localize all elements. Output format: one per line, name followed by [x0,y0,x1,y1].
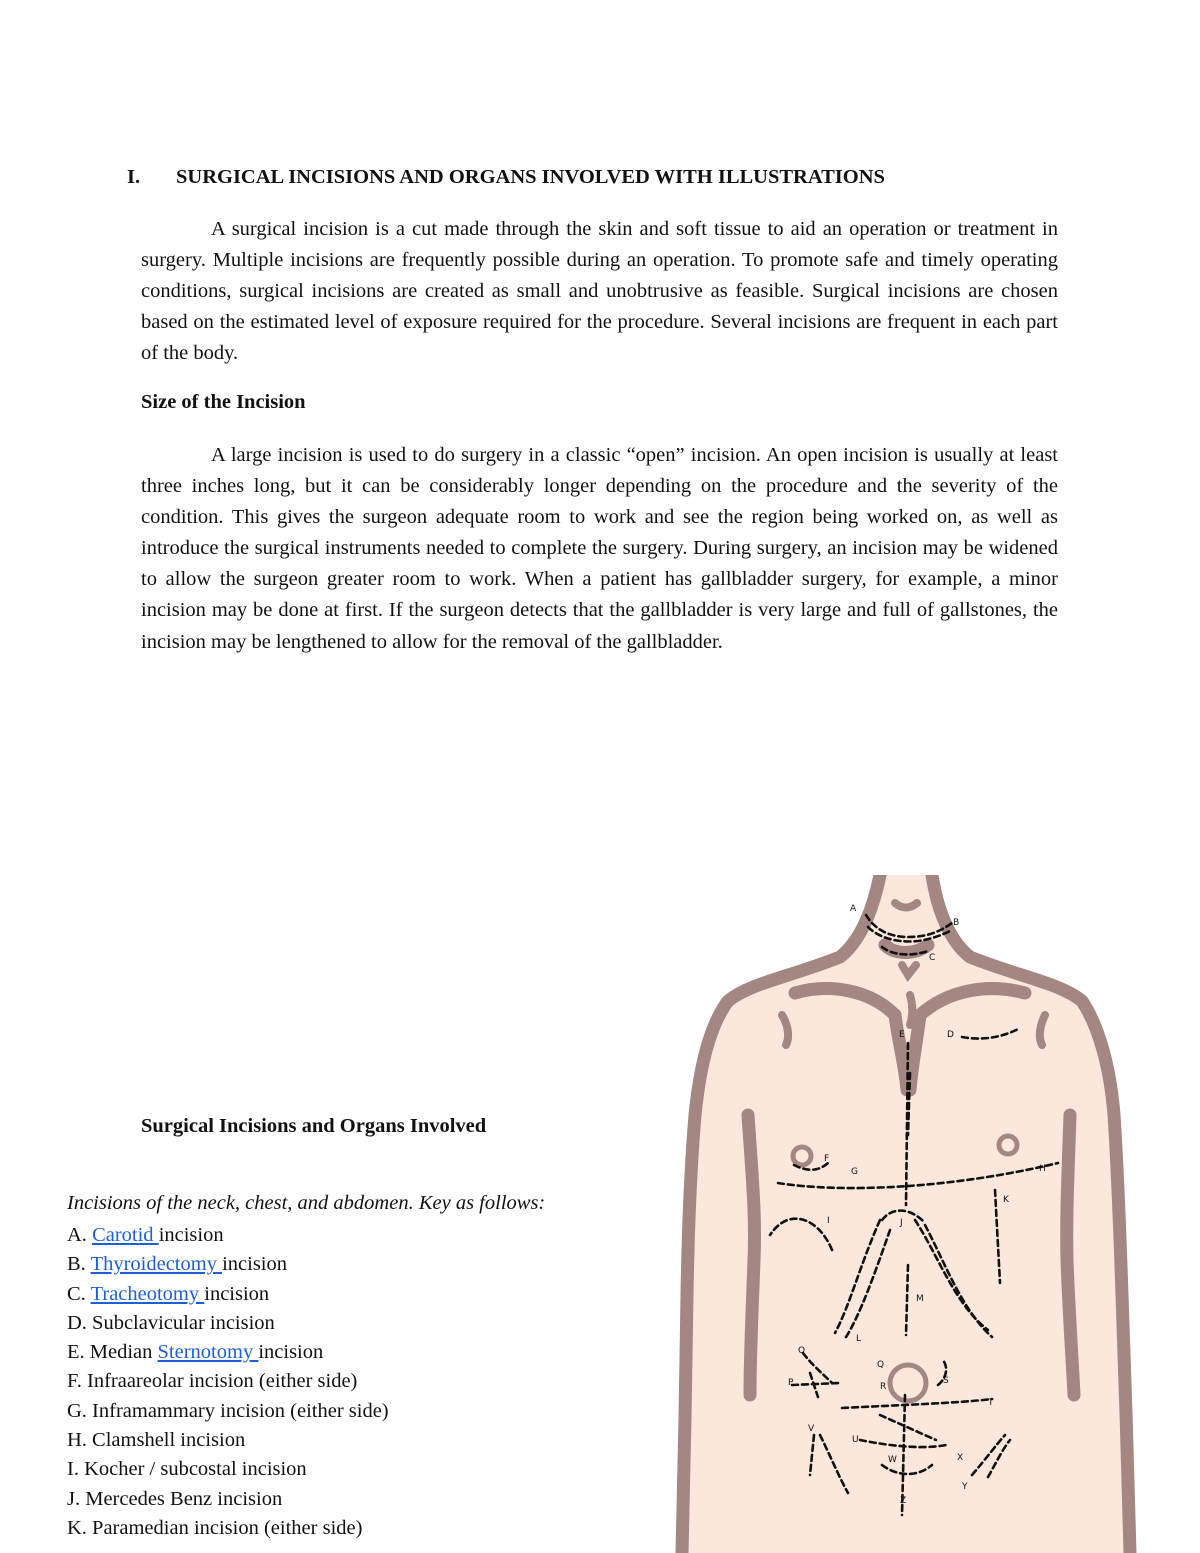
label-l: L [856,1334,862,1344]
incisions-section-title: Surgical Incisions and Organs Involved [141,1115,487,1137]
label-d: D [947,1030,954,1040]
label-c: C [929,953,936,963]
thyroidectomy-link[interactable]: Thyroidectomy [90,1253,223,1276]
sternotomy-link[interactable]: Sternotomy [157,1341,259,1364]
label-q: Q [877,1360,885,1370]
key-item-h: H. Clamshell incision [67,1429,246,1452]
key-item-k: K. Paramedian incision (either side) [67,1516,363,1539]
key-intro: Incisions of the neck, chest, and abdomen. Key as follows: [67,1192,546,1214]
label-m: M [916,1294,924,1304]
label-f: F [824,1154,830,1164]
label-i: I [827,1216,830,1226]
tracheotomy-link[interactable]: Tracheotomy [90,1282,205,1305]
key-item-b: B. Thyroidectomy incision [67,1253,287,1276]
torso-illustration [670,875,1170,1553]
key-item-f: F. Infraareolar incision (either side) [67,1370,358,1393]
label-w: W [888,1455,897,1465]
key-item-i: I. Kocher / subcostal incision [67,1458,307,1481]
label-g: G [851,1167,858,1177]
section-heading-text: SURGICAL INCISIONS AND ORGANS INVOLVED WITH ILLUSTRATIONS [176,166,885,188]
label-p: P [788,1378,794,1388]
incision-key-list [67,1221,389,1543]
label-b: B [953,918,960,928]
label-x: X [957,1453,964,1463]
label-z: Z [900,1496,907,1506]
label-s: S [943,1376,949,1386]
label-v: V [808,1424,815,1434]
size-paragraph: A large incision is used to do surgery in a classic “open” incision. An open incision is usually at least three inches long, but it can be considerably longer depending on the procedure and the severity of the condition. This gives the surgeon adequate room to work and see the region being worked on, as well as introduce the surgical instruments needed to complete the surgery. During surgery, an incision may be widened to allow the surgeon greater room to work. When a patient has gallbladder surgery, for example, a minor incision may be done at first. If the surgeon detects that the gallbladder is very large and full of gallstones, the incision may be lengthened to allow for the removal of the gallbladder. [141,444,1058,653]
section-heading [127,166,1087,189]
label-o: O [798,1346,806,1356]
intro-paragraph: A surgical incision is a cut made through the skin and soft tissue to aid an operation or treatment in surgery. Multiple incisions are frequently possible during an operation. To promote safe and timely operating conditions, surgical incisions are created as small and unobtrusive as feasible. Surgical incisions are chosen based on the estimated level of exposure required for the procedure. Several incisions are frequent in each part of the body. [141,218,1058,365]
carotid-link[interactable]: Carotid [92,1224,159,1246]
key-item-e: E. Median Sternotomy incision [67,1341,324,1364]
label-h: H [1039,1164,1046,1174]
key-item-j: J. Mercedes Benz incision [67,1487,283,1510]
label-u: U [852,1435,859,1445]
label-y: Y [962,1482,968,1492]
label-a: A [850,904,857,914]
label-k: K [1003,1195,1009,1205]
key-item-d: D. Subclavicular incision [67,1311,275,1334]
label-j: J [900,1218,903,1228]
key-item-g: G. Inframammary incision (either side) [67,1399,389,1422]
label-e: E [899,1030,905,1040]
key-item-a: A. Carotid incision [67,1224,224,1246]
torso-incision-figure [670,875,1170,1553]
section-number: I. [127,166,141,188]
label-t: T [988,1398,994,1408]
label-r: R [880,1382,887,1392]
key-item-c: C. Tracheotomy incision [67,1282,270,1305]
size-section-title: Size of the Incision [141,391,306,413]
